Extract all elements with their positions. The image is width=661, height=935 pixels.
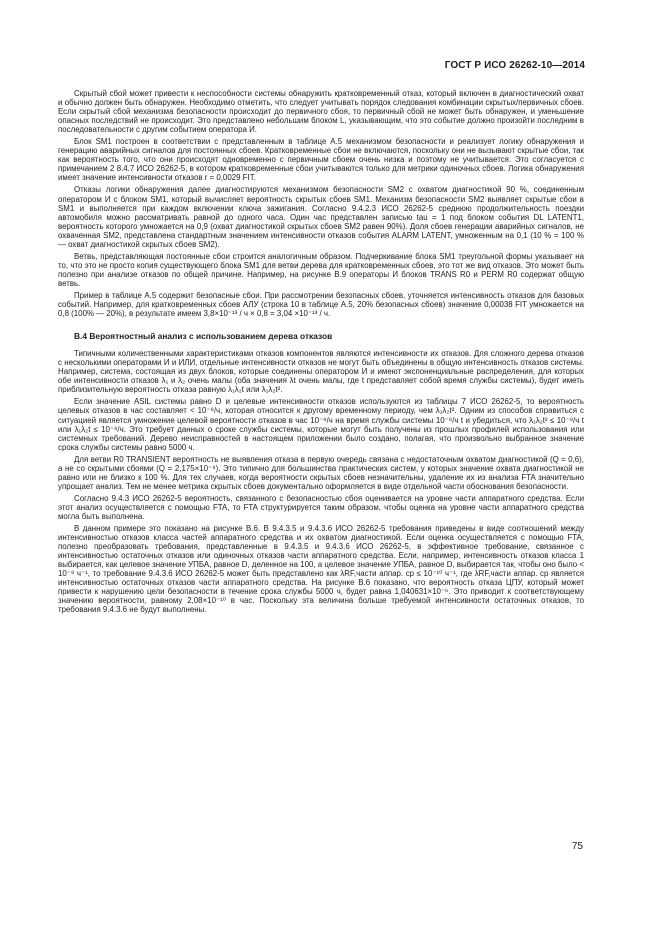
paragraph: Для ветви R0 TRANSIENT вероятность не выявления отказа в первую очередь связана с недостаточным охватом диагностикой (Q = 0,6), а не со скрытыми сбоями (Q = 2,175×10⁻⁹). Это типично для большинства практических систем, у которых значение охвата диагностикой не равно или не близко к 100 %. Для тех случаев, когда вероятности скрытых сбоев незначительны, удаление их из анализа FTA значительно упрощает анализ. Тем не менее метрика скрытых сбоев документально оформляется в виде отдельной части обоснования безопасности. [58,454,584,491]
paragraph: Типичными количественными характеристиками отказов компонентов являются интенсивности их отказов. Для сложного дерева отказов с несколькими операторами И и ИЛИ, отдельные интенсивности отказов не могут быть объединены в общую интенсивность отказов системы. Например, система, состоящая из двух блоков, которые соединены оператором И и имеют экспоненциальные распределения, для которых обе интенсивности отказов λ₁ и λ₂ очень малы (оба значения λt очень малы, где t представляет собой время службы системы), будет иметь приблизительную вероятность отказа равную λ₁λ₂t или λ₁λ₂t². [58,349,584,395]
page-number: 75 [571,841,583,852]
page-body [58,89,584,614]
paragraph: Скрытый сбой может привести к неспособности системы обнаружить кратковременный отказ, который включен в диагностический охват и обычно должен быть обнаружен. Необходимо отметить, что следует учитывать порядок следования комбинации скрытых/первичных сбоев. Если скрытый сбой механизма безопасности происходит до первичного сбоя, то первичный сбой не может быть обнаружен, и уменьшение опасных последствий не происходит. Это представлено небольшим блоком L, указывающим, что это событие должно произойти последним в последовательности с другим событием оператора И. [58,89,584,135]
paragraph: Пример в таблице А.5 содержит безопасные сбои. При рассмотрении безопасных сбоев, уточняется интенсивность отказов для базовых событий. Например, для кратковременных сбоев АЛУ (строка 10 в таблице А.5, 20% безопасных сбоев) значение 0,00038 FIT умножается на 0,8 (100% — 20%), в результате имеем 3,8×10⁻¹³ / ч × 0,8 = 3,04 ×10⁻¹³ / ч. [58,290,584,319]
paragraph: Блок SM1 построен в соответствии с представленным в таблице А.5 механизмом безопасности и реализует логику обнаружения и генерацию аварийных сигналов для постоянных сбоев. Кратковременные сбои не включаются, поскольку они не вызывают скрытые сбои, так как вероятность того, что они происходят одновременно с первичным сбоем очень низка и поэтому не учитывается. Это согласуется с примечанием 2 8.4.7 ИСО 26262-5, в котором кратковременные сбои учитываются только для метрики одиночных сбоев. Логика обнаружения имеет значение интенсивности отказов r = 0,0029 FIT. [58,137,584,183]
section-heading: В.4 Вероятностный анализ с использованием дерева отказов [74,331,333,342]
paragraph: Согласно 9.4.3 ИСО 26262-5 вероятность, связанного с безопасностью сбоя оценивается на уровне части аппаратного средства. Если этот анализ осуществляется с помощью FTA, то FTA структурируется таким образом, чтобы оценка на уровне части аппаратного средства могла быть выполнена. [58,493,584,521]
paragraph: Если значение ASIL системы равно D и целевые интенсивности отказов используются из таблицы 7 ИСО 26262-5, то вероятность целевых отказов в час составляет < 10⁻⁸/ч, которая относится к другому временному периоду, чем λ₁λ₂t². Одним из способов справиться с ситуацией является умножение целевой вероятности отказов в час 10⁻⁸/ч на время службы системы 10⁻⁸/ч t и убедиться, что λ₁λ₂t² ≤ 10⁻⁸/ч t или λ₁λ₂t ≤ 10⁻⁸/ч. Это требует данных о сроке службы системы, которые могут быть получены из прошлых профилей использования или системных требований. Дерево неисправностей в настоящем приложении было создано, полагая, что произвольно выбранное значение срока службы системы равно 5000 ч. [58,397,584,452]
paragraph: Отказы логики обнаружения далее диагностируются механизмом безопасности SM2 с охватом диагностикой 90 %, соединенным оператором И с блоком SM1, который вычисляет вероятность скрытых сбоев SM1. Механизм безопасности SM2 выявляет скрытые сбои в SM1 и выполняется при каждом включении ключа зажигания. Согласно 9.4.2.3 ИСО 26262-5 среднюю продолжительность поездки автомобиля можно рассматривать равной до одного часа. Один час представлен записью tau = 1 под блоком события DL LATENT1, вероятность которого умножается на 0,9 (охват диагностикой скрытых сбоев SM2 равен 90%). Доля сбоев генерации аварийных сигналов, не охваченная SM2, представлена стандартным значением интенсивности отказов события ALARM LATENT, умноженным на 0,1 (10 % = 100 % — охват диагностикой скрытых сбоев SM2). [58,185,584,249]
paragraph: Ветвь, представляющая постоянные сбои строится аналогичным образом. Подчеркивание блока SM1 треугольной формы указывает на то, что это не просто копия существующего блока SM1 для ветви дерева для кратковременных сбоев, это тот же вид отказов. Это может быть полезно при анализе отказов по общей причине. Например, на рисунке В.9 операторы И блоков TRANS R0 и PERM R0 содержат общую ветвь. [58,251,584,288]
document-header: ГОСТ Р ИСО 26262-10—2014 [444,60,585,71]
paragraph: В данном примере это показано на рисунке В.6. В 9.4.3.5 и 9.4.3.6 ИСО 26262-5 требования приведены в виде соотношений между интенсивностью отказов класса частей аппаратного средства и их охватом диагностикой. Если оценка осуществляется с помощью FTA, полезно преобразовать требования, представленные в 9.4.3.5 и 9.4.3.6 ИСО 26262-5, в эффективное требование, связанное с интенсивностью остаточных отказов или одиночных отказов части аппаратного средства. Если, например, интенсивность отказов класса 1 выбирается, как целевое значение УПБА, равное D, деленное на 100, а целевое значение УПБА, равное D, выбирается так, чтобы оно было < 10⁻⁸ ч⁻¹, то требование 9.4.3.6 ИСО 26262-5 может быть представлено как λRF,части аппар. ср ≤ 10⁻¹⁰ ч⁻¹, где λRF,части аппар. ср является интенсивностью остаточных отказов части аппаратного средства. На рисунке В.6 показано, что вероятность отказа ЦПУ, который может привести к нарушению цели безопасности в течение срока службы 5000 ч, будет равна 1,040631×10⁻⁶. Это приводит к соответствующему значению вероятности, равному 2,08×10⁻¹⁰ в час. Поскольку эта величина больше требуемой интенсивности остаточных отказов, то требования 9.4.3.6 не будут выполнены. [58,524,584,615]
